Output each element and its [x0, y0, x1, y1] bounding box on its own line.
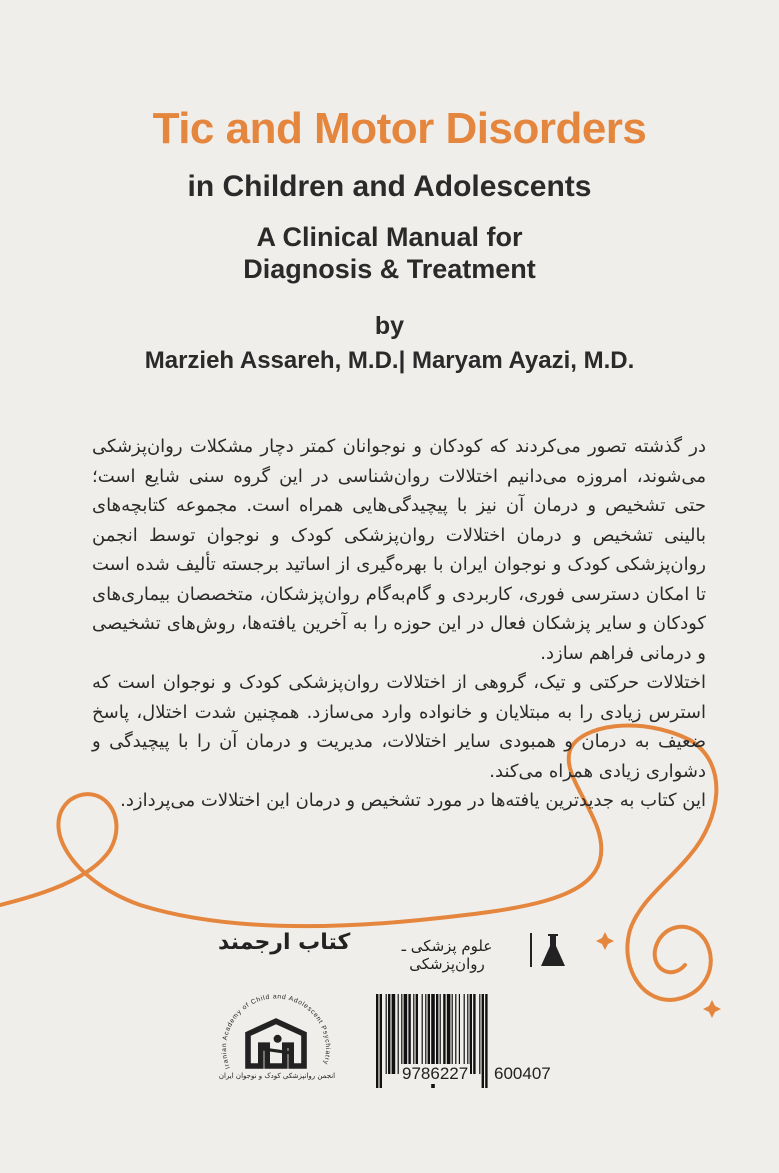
- academy-logo: [210, 988, 342, 1074]
- barcode-bar: [485, 994, 487, 1088]
- barcode-bar: [440, 994, 441, 1074]
- authors: Marzieh Assareh, M.D.| Maryam Ayazi, M.D.: [144, 347, 635, 374]
- flask-icon: [540, 932, 566, 968]
- barcode-bar: [386, 994, 387, 1074]
- academy-name-en-text: [221, 993, 331, 1070]
- barcode-bar: [422, 994, 423, 1074]
- barcode-bar: [482, 994, 484, 1088]
- barcode-bar: [436, 994, 438, 1074]
- divider: [530, 933, 532, 967]
- isbn-right-digits: 600407: [494, 1064, 551, 1083]
- barcode-bar: [470, 994, 472, 1074]
- blurb-paragraph-3: این کتاب به جدیدترین یافته‌ها در مورد تشخیص و درمان این اختلالات می‌پردازد.: [120, 790, 706, 811]
- barcode-bar: [479, 994, 480, 1074]
- barcode-bar: [464, 994, 465, 1074]
- barcode-bar: [467, 994, 468, 1074]
- book-subtitle: in Children and Adolescents: [187, 170, 592, 203]
- barcode-bar: [443, 994, 445, 1074]
- barcode-bar: [404, 994, 408, 1074]
- book-title: Tic and Motor Disorders: [152, 104, 647, 153]
- barcode-bar: [455, 994, 456, 1074]
- barcode-bar: [473, 994, 475, 1074]
- category-label: علوم پزشکی ـ روان‌پزشکی: [401, 937, 493, 973]
- barcode-bar: [452, 994, 453, 1074]
- barcode-bar: [392, 994, 396, 1074]
- barcode-bar: [376, 994, 378, 1088]
- barcode-bar: [428, 994, 430, 1074]
- academy-emblem: [248, 1021, 304, 1066]
- blurb-paragraph-1: در گذشته تصور می‌کردند که کودکان و نوجوانان کمتر دچار مشکلات روان‌پزشکی می‌شوند، امروزه می‌دانیم اختلالات روان‌شناسی در این گروه سنی شایع است؛ حتی تشخیص و درمان آن نیز با پیچیدگی‌هایی همراه است. مجموعه کتابچه‌های بالینی تشخیص و درمان اختلالات روان‌پزشکی کودک و نوجوان توسط انجمن روان‌پزشکی کودک و نوجوان ایران با بهره‌گیری از اساتید برجسته تألیف شده است تا امکان دسترسی فوری، کاربردی و گام‌به‌گام روان‌پزشکان، متخصصان بیماری‌های کودکان و سایر پزشکان فعال در این حوزه را به آخرین یافته‌ها، روش‌های تشخیصی و درمانی فراهم سازد.: [92, 436, 706, 664]
- academy-name: انجمن روانپزشکی کودک و نوجوان ایران: [218, 1072, 336, 1080]
- academy-name-en: Iranian Academy of Child and Adolescent Psychiatry: [220, 993, 332, 1070]
- barcode-bar: [380, 994, 382, 1088]
- blurb-paragraph-2: اختلالات حرکتی و تیک، گروهی از اختلالات روان‌پزشکی کودک و نوجوان است که استرس زیادی را به مبتلایان و خانواده وارد می‌سازد. همچنین شدت اختلال، پاسخ ضعیف به درمان و همبودی سایر اختلالات، مدیریت و درمان آن را با پیچیدگی و دشواری زیادی همراه می‌کند.: [92, 672, 706, 782]
- barcode-bar: [388, 994, 390, 1074]
- barcode-bar: [413, 994, 414, 1074]
- barcode-bar: [416, 994, 418, 1074]
- manual-line-2: Diagnosis & Treatment: [243, 254, 536, 284]
- barcode-bar: [459, 994, 460, 1074]
- barcode-bar: [401, 994, 402, 1074]
- by-label: by: [374, 312, 405, 340]
- publisher-logo: کتاب ارجمند: [218, 930, 351, 955]
- barcode-bar: [408, 994, 410, 1074]
- barcode-bar: [425, 994, 426, 1074]
- barcode-bar: [398, 994, 399, 1074]
- manual-line-1: A Clinical Manual for: [256, 222, 523, 252]
- blurb: [92, 432, 706, 816]
- barcode-bar: [447, 994, 451, 1074]
- isbn-left-digits: 9786227: [402, 1064, 469, 1083]
